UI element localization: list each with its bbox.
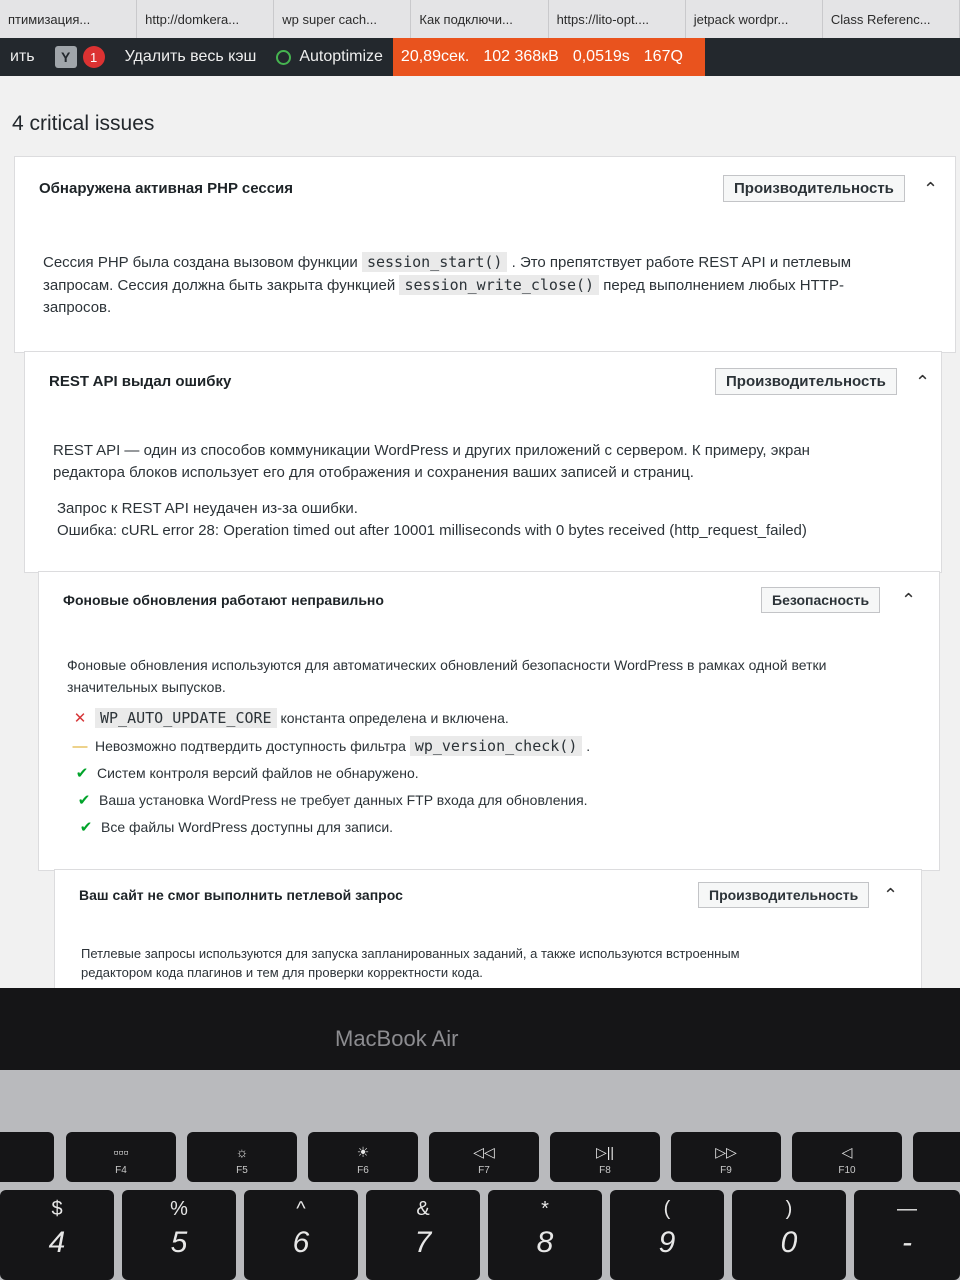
issue-panel-rest-api	[24, 351, 942, 573]
check-item-ok: ✔ Ваша установка WordPress не требует данных FTP входа для обновления.	[75, 791, 588, 809]
notification-badge: 1	[83, 46, 105, 68]
category-badge: Производительность	[715, 368, 897, 395]
browser-tab[interactable]: wp super cach...	[274, 0, 411, 38]
qm-queries: 167Q	[643, 48, 683, 65]
dash-icon: —	[72, 737, 88, 755]
keyboard-key-f6: ☀ F6	[308, 1132, 418, 1182]
rewind-icon: ◁◁	[473, 1144, 495, 1160]
qm-db-time: 0,0519s	[572, 48, 630, 65]
cross-icon: ✕	[73, 710, 87, 727]
browser-tab[interactable]: Как подключи...	[411, 0, 548, 38]
laptop-model-label: MacBook Air	[335, 1026, 459, 1051]
keyboard-key-0: ) 0	[732, 1190, 846, 1280]
category-badge: Производительность	[723, 175, 905, 202]
issue-panel-php-session	[14, 156, 956, 353]
laptop-bezel	[0, 988, 960, 1070]
issue-panel-loopback	[54, 869, 922, 988]
brightness-down-icon: ☼	[235, 1144, 249, 1160]
issue-title[interactable]: REST API выдал ошибку	[49, 373, 232, 390]
check-item-warning: — Невозможно подтвердить доступность фильтра wp_version_check() .	[72, 737, 591, 755]
keyboard-key-f10: ◁ F10	[792, 1132, 902, 1182]
browser-tab[interactable]: https://lito-opt....	[549, 0, 686, 38]
keyboard-key-5: % 5	[122, 1190, 236, 1280]
browser-tab[interactable]: http://domkera...	[137, 0, 274, 38]
browser-tab[interactable]: jetpack wordpr...	[686, 0, 823, 38]
yoast-icon: Y	[55, 46, 77, 68]
checkmark-icon: ✔	[77, 792, 91, 809]
browser-tab-bar	[0, 0, 960, 39]
issue-description: Петлевые запросы используются для запуска запланированных заданий, а также используются встроенным редактором кода плагинов и тем для проверки корректности кода.	[81, 946, 740, 980]
code-snippet: session_start()	[362, 252, 507, 272]
query-monitor-stats[interactable]	[393, 38, 705, 76]
chevron-up-icon[interactable]: ⌃	[883, 885, 899, 905]
keyboard-key-f5: ☼ F5	[187, 1132, 297, 1182]
autoptimize-menu[interactable]	[266, 38, 393, 76]
issue-description: Фоновые обновления используются для автоматических обновлений безопасности WordPress в рамках одной ветки значительных выпусков.	[67, 657, 827, 695]
clear-cache-button[interactable]: Удалить весь кэш	[124, 48, 257, 65]
code-snippet: WP_AUTO_UPDATE_CORE	[95, 708, 277, 728]
brightness-up-icon: ☀	[356, 1144, 370, 1160]
wp-admin-bar	[0, 38, 960, 76]
launchpad-icon: ▫▫▫	[113, 1144, 129, 1160]
browser-tab[interactable]: птимизация...	[0, 0, 137, 38]
site-health-page	[0, 76, 960, 988]
keyboard-key-7: & 7	[366, 1190, 480, 1280]
chevron-up-icon[interactable]: ⌃	[923, 179, 939, 199]
check-item-error: ✕ WP_AUTO_UPDATE_CORE константа определена и включена.	[71, 708, 509, 728]
chevron-up-icon[interactable]: ⌃	[915, 372, 931, 392]
keyboard-key-6: ^ 6	[244, 1190, 358, 1280]
fast-forward-icon: ▷▷	[715, 1144, 737, 1160]
keyboard-key-f4: ▫▫▫ F4	[66, 1132, 176, 1182]
mute-icon: ◁	[841, 1144, 853, 1160]
issue-description: REST API — один из способов коммуникации WordPress и других приложений с сервером. К примеру, экран редактора блоков использует его для отображения и сохранения ваших записей и страниц.	[53, 442, 810, 481]
keyboard-key-f11	[913, 1132, 960, 1182]
issue-title[interactable]: Ваш сайт не смог выполнить петлевой запрос	[79, 887, 403, 903]
keyboard-key-9: ( 9	[610, 1190, 724, 1280]
keyboard-key-4: $ 4	[0, 1190, 114, 1280]
category-badge: Производительность	[698, 882, 869, 908]
autoptimize-label: Autoptimize	[299, 48, 383, 65]
keyboard-key-f8: ▷|| F8	[550, 1132, 660, 1182]
category-badge: Безопасность	[761, 587, 880, 613]
code-snippet: session_write_close()	[399, 275, 599, 295]
error-details: Запрос к REST API неудачен из-за ошибки. Ошибка: cURL error 28: Operation timed out after 10001 milliseconds with 0 bytes received (http_request_failed)	[57, 500, 807, 539]
issue-title[interactable]: Обнаружена активная PHP сессия	[39, 180, 294, 197]
issue-panel-background-updates	[38, 571, 940, 871]
issue-description: Сессия PHP была создана вызовом функции session_start() . Это препятствует работе REST API и петлевым запросам. Сессия должна быть закрыта функцией session_write_close() перед выполнением любых HTTP- запросов.	[43, 253, 852, 316]
keyboard-key-8: * 8	[488, 1190, 602, 1280]
page-title: 4 critical issues	[12, 112, 155, 135]
keyboard-key-f3	[0, 1132, 54, 1182]
chevron-up-icon[interactable]: ⌃	[901, 590, 917, 610]
play-pause-icon: ▷||	[595, 1144, 615, 1160]
admin-bar-item-left[interactable]: ить	[10, 48, 35, 65]
qm-time: 20,89сек.	[400, 48, 470, 65]
issue-title[interactable]: Фоновые обновления работают неправильно	[63, 592, 384, 608]
check-item-ok: ✔ Систем контроля версий файлов не обнаружено.	[73, 764, 419, 782]
code-snippet: wp_version_check()	[410, 736, 583, 756]
qm-memory: 102 368кВ	[483, 48, 559, 65]
keyboard-key-f9: ▷▷ F9	[671, 1132, 781, 1182]
keyboard-key-f7: ◁◁ F7	[429, 1132, 539, 1182]
yoast-menu[interactable]	[45, 38, 115, 76]
check-item-ok: ✔ Все файлы WordPress доступны для записи.	[77, 818, 393, 836]
checkmark-icon: ✔	[75, 765, 89, 782]
keyboard-key-minus: — -	[854, 1190, 960, 1280]
status-circle-icon	[276, 50, 291, 65]
browser-tab[interactable]: Class Referenc...	[823, 0, 960, 38]
checkmark-icon: ✔	[79, 819, 93, 836]
